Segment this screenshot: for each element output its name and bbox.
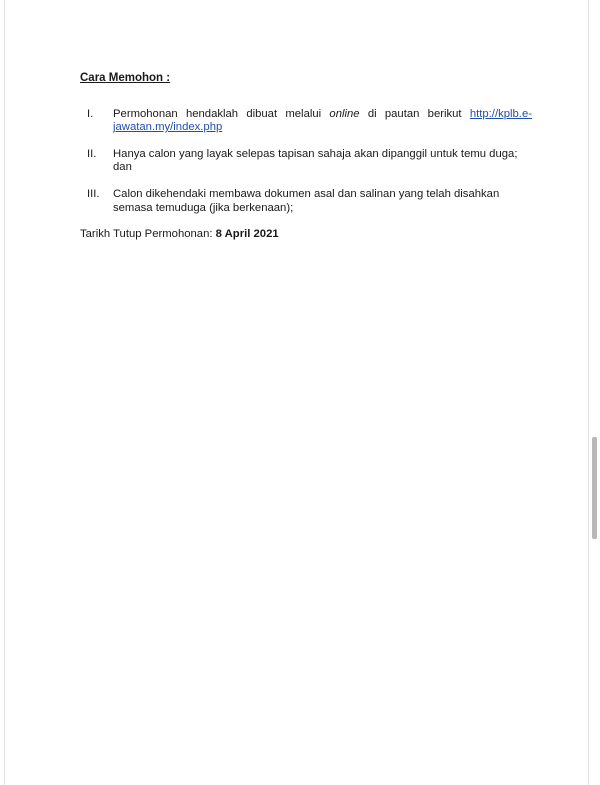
closing-label: Tarikh Tutup Permohonan: bbox=[80, 228, 216, 241]
italic-text: online bbox=[329, 107, 360, 120]
list-numeral: II. bbox=[87, 147, 97, 160]
list-numeral: III. bbox=[87, 187, 100, 200]
list-item-text bbox=[113, 108, 532, 135]
list-numeral: I. bbox=[87, 107, 94, 120]
list-item-text: Hanya calon yang layak selepas tapisan sahaja akan dipanggil untuk temu duga; dan bbox=[113, 147, 518, 174]
list-item bbox=[80, 108, 532, 135]
item-text-part: di pautan berikut bbox=[359, 107, 470, 120]
application-link[interactable]: http://kplb.e-jawatan.my/index.php bbox=[113, 107, 532, 134]
scrollbar-thumb[interactable] bbox=[592, 437, 597, 539]
closing-date-line bbox=[80, 228, 532, 242]
item-text-part: Permohonan hendaklah dibuat melalui bbox=[113, 107, 330, 120]
list-item-text: Calon dikehendaki membawa dokumen asal dan salinan yang telah disahkan semasa temuduga (jika berkenaan); bbox=[113, 187, 500, 214]
closing-date: 8 April 2021 bbox=[215, 228, 279, 241]
list-item bbox=[80, 188, 532, 215]
application-steps-list bbox=[80, 108, 532, 216]
document-content bbox=[80, 72, 532, 253]
section-heading: Cara Memohon : bbox=[80, 72, 171, 84]
list-item bbox=[80, 148, 532, 175]
